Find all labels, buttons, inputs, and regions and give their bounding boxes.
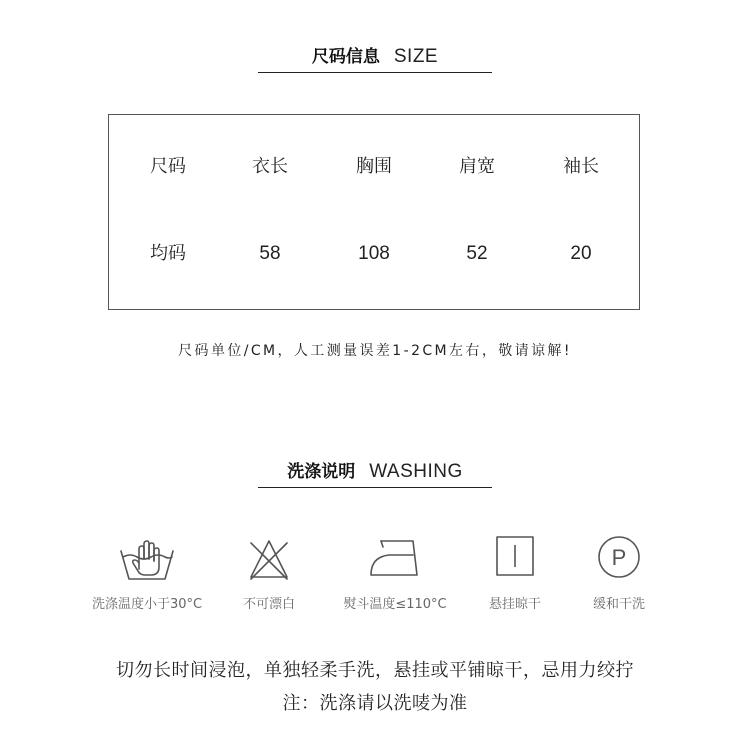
care-item-dry-clean [554, 535, 684, 612]
size-header-cell: 尺码 [150, 156, 186, 177]
care-footnote: 注：洗涤请以洗唛为准 [282, 693, 468, 714]
hand-wash-icon [115, 535, 179, 583]
care-label: 熨斗温度≤110°C [343, 597, 447, 612]
care-label: 缓和干洗 [592, 597, 645, 612]
size-value-cell: 58 [259, 243, 281, 264]
washing-title-en: WASHING [369, 461, 463, 482]
size-header-cell: 衣长 [252, 156, 288, 177]
care-item-iron [330, 535, 460, 612]
washing-section-title [258, 460, 492, 488]
hang-dry-icon [483, 535, 547, 583]
size-header-cell: 肩宽 [459, 156, 495, 177]
size-header-cell: 袖长 [563, 156, 599, 177]
svg-text:P: P [611, 545, 627, 570]
dry-clean-p-icon [587, 535, 651, 583]
size-table [108, 114, 640, 310]
size-note: 尺码单位/CM，人工测量误差1-2CM左右，敬请谅解! [178, 343, 572, 359]
care-label: 悬挂晾干 [488, 597, 541, 612]
size-value-cell: 20 [570, 243, 592, 264]
size-value-cell: 均码 [150, 243, 186, 264]
care-label: 洗涤温度小于30°C [91, 597, 203, 612]
care-label: 不可漂白 [242, 597, 295, 612]
size-value-cell: 52 [466, 243, 488, 264]
care-item-hand-wash [82, 535, 212, 612]
no-bleach-icon [237, 535, 301, 583]
size-title-cn: 尺码信息 [311, 47, 380, 67]
care-instructions: 切勿长时间浸泡，单独轻柔手洗，悬挂或平铺晾干，忌用力绞拧 [116, 660, 634, 681]
size-section-title [258, 45, 492, 73]
washing-title-cn: 洗涤说明 [287, 462, 356, 482]
care-item-no-bleach [204, 535, 334, 612]
size-title-en: SIZE [393, 46, 439, 67]
iron-icon [363, 535, 427, 583]
size-value-cell: 108 [358, 243, 390, 264]
size-header-cell: 胸围 [356, 156, 392, 177]
